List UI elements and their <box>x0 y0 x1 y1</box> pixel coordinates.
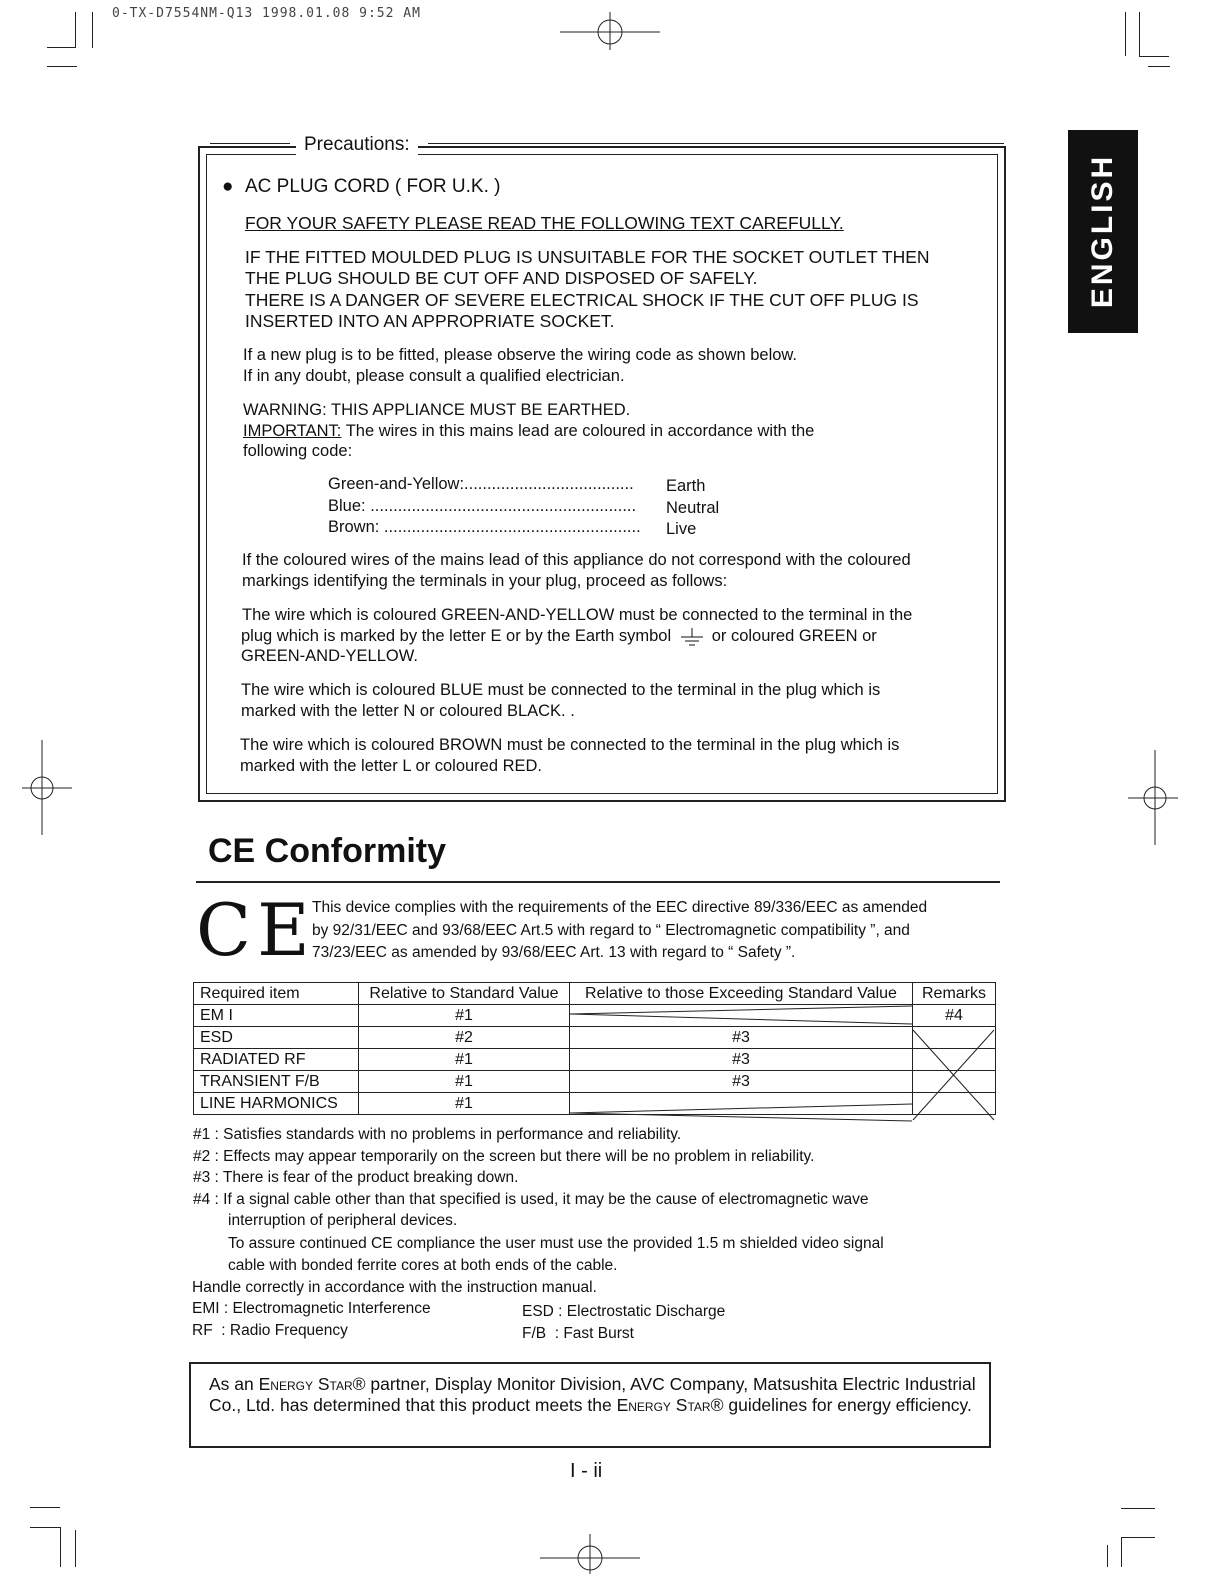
header-required-item: Required item <box>194 983 359 1005</box>
p4-line-2: marked with the letter L or coloured RED. <box>240 757 543 775</box>
precautions-title: Precautions: <box>296 134 418 156</box>
header-exceeding-value: Relative to those Exceeding Standard Value <box>570 983 913 1005</box>
energy-text-1: As an <box>209 1374 259 1394</box>
table-header-row <box>194 983 996 1005</box>
observe-line-2: If in any doubt, please consult a qualified electrician. <box>243 367 625 385</box>
registration-target-left <box>22 740 72 840</box>
ce-table <box>193 982 996 1115</box>
row-exceed: #3 <box>570 1027 913 1049</box>
energy-text-3: ® guidelines for energy efficiency. <box>710 1395 972 1415</box>
safety-line: FOR YOUR SAFETY PLEASE READ THE FOLLOWING TEXT CAREFULLY. <box>245 213 844 233</box>
p1-line-2: markings identifying the terminals in your plug, proceed as follows: <box>242 572 728 590</box>
row-remarks <box>913 1093 996 1115</box>
row-exceed: #3 <box>570 1071 913 1093</box>
caps-line-2: THE PLUG SHOULD BE CUT OFF AND DISPOSED OF SAFELY. <box>245 268 758 288</box>
p2-text-2: or coloured GREEN or <box>707 627 877 645</box>
note-4-line-3: To assure continued CE compliance the user must use the provided 1.5 m shielded video signal <box>228 1235 884 1252</box>
note-3: #3 : There is fear of the product breaking down. <box>193 1169 519 1186</box>
row-item: RADIATED RF <box>194 1049 359 1071</box>
code-brown: Brown: ........................................................ <box>328 518 641 536</box>
row-std: #1 <box>359 1005 570 1027</box>
warning-line: WARNING: THIS APPLIANCE MUST BE EARTHED. <box>243 401 631 419</box>
ce-text-3: 73/23/EEC as amended by 93/68/EEC Art. 13 with regard to “ Safety ”. <box>312 944 796 961</box>
p4-line-1: The wire which is coloured BROWN must be connected to the terminal in the plug which is <box>240 736 900 754</box>
row-remarks <box>913 1071 996 1093</box>
ce-logo: CE <box>196 888 316 972</box>
bullet-icon: ● <box>222 176 234 197</box>
handle-note: Handle correctly in accordance with the instruction manual. <box>192 1279 597 1296</box>
code-live: Live <box>666 520 697 538</box>
abbr-rf: RF : Radio Frequency <box>192 1322 348 1339</box>
header-remarks: Remarks <box>913 983 996 1005</box>
ce-title-rule <box>196 881 1000 883</box>
language-tab <box>1068 130 1138 333</box>
code-neutral: Neutral <box>666 499 720 517</box>
code-blue: Blue: .......................................................... <box>328 497 637 515</box>
p1-line-1: If the coloured wires of the mains lead of this appliance do not correspond with the coloured <box>242 551 911 569</box>
abbr-esd: ESD : Electrostatic Discharge <box>522 1303 726 1320</box>
energy-text-2: ® partner, Display Monitor Division, AVC Company, Matsushita Electric Industrial Co., Ltd. has determined that this product meets the <box>209 1374 976 1415</box>
important-text: The wires in this mains lead are coloured in accordance with the <box>341 422 815 440</box>
ce-text-2: by 92/31/EEC and 93/68/EEC Art.5 with regard to “ Electromagnetic compatibility ”, and <box>312 922 910 939</box>
note-4-line-4: cable with bonded ferrite cores at both ends of the cable. <box>228 1257 618 1274</box>
caps-line-3: THERE IS A DANGER OF SEVERE ELECTRICAL SHOCK IF THE CUT OFF PLUG IS <box>245 290 919 310</box>
important-label: IMPORTANT: <box>243 422 342 440</box>
p2-line-1: The wire which is coloured GREEN-AND-YELLOW must be connected to the terminal in the <box>242 606 913 624</box>
caps-line-1: IF THE FITTED MOULDED PLUG IS UNSUITABLE FOR THE SOCKET OUTLET THEN <box>245 247 930 267</box>
row-exceed <box>570 1093 913 1115</box>
row-remarks <box>913 1027 996 1049</box>
important-line-2: following code: <box>243 442 353 460</box>
row-exceed: #3 <box>570 1049 913 1071</box>
row-std: #1 <box>359 1071 570 1093</box>
energy-star-box <box>189 1362 991 1448</box>
row-item: ESD <box>194 1027 359 1049</box>
row-exceed <box>570 1005 913 1027</box>
table-row <box>194 1071 996 1093</box>
p2-line-2 <box>241 626 877 647</box>
caps-line-4: INSERTED INTO AN APPROPRIATE SOCKET. <box>245 311 615 331</box>
table-row <box>194 1049 996 1071</box>
energy-star-name: Energy Star <box>258 1374 353 1394</box>
table-row <box>194 1005 996 1027</box>
energy-star-text <box>209 1374 979 1416</box>
row-item: EM I <box>194 1005 359 1027</box>
header-standard-value: Relative to Standard Value <box>359 983 570 1005</box>
p2-line-3: GREEN-AND-YELLOW. <box>241 647 418 665</box>
language-tab-label: ENGLISH <box>1086 153 1119 309</box>
ce-title: CE Conformity <box>208 832 446 870</box>
row-item: TRANSIENT F/B <box>194 1071 359 1093</box>
row-remarks: #4 <box>913 1005 996 1027</box>
table-row <box>194 1093 996 1115</box>
note-2: #2 : Effects may appear temporarily on the screen but there will be no problem in reliability. <box>193 1148 815 1165</box>
code-green-yellow: Green-and-Yellow:..................................... <box>328 475 634 493</box>
ce-text-1: This device complies with the requirements of the EEC directive 89/336/EEC as amended <box>312 899 928 916</box>
important-line <box>243 421 814 442</box>
table-row <box>194 1027 996 1049</box>
title-rule-right <box>428 143 1004 148</box>
row-std: #2 <box>359 1027 570 1049</box>
abbr-fb: F/B : Fast Burst <box>522 1325 634 1342</box>
page-number: I - ii <box>570 1460 603 1482</box>
code-earth: Earth <box>666 477 706 495</box>
row-item: LINE HARMONICS <box>194 1093 359 1115</box>
p3-line-1: The wire which is coloured BLUE must be connected to the terminal in the plug which is <box>241 681 881 699</box>
note-4: #4 : If a signal cable other than that specified is used, it may be the cause of electromagnetic wave <box>193 1191 869 1208</box>
title-rule-left <box>210 143 290 148</box>
row-remarks <box>913 1049 996 1071</box>
registration-target-bottom <box>540 1534 640 1574</box>
note-4-line-2: interruption of peripheral devices. <box>228 1212 458 1229</box>
energy-star-name-2: Energy Star <box>616 1395 711 1415</box>
p2-text: plug which is marked by the letter E or by the Earth symbol <box>241 627 672 645</box>
p3-line-2: marked with the letter N or coloured BLACK. . <box>241 702 575 720</box>
observe-line-1: If a new plug is to be fitted, please observe the wiring code as shown below. <box>243 346 797 364</box>
plug-cord-heading: AC PLUG CORD ( FOR U.K. ) <box>245 176 501 197</box>
row-std: #1 <box>359 1049 570 1071</box>
row-std: #1 <box>359 1093 570 1115</box>
registration-target-right <box>1128 750 1178 850</box>
print-header: 0-TX-D7554NM-Q13 1998.01.08 9:52 AM <box>112 6 421 21</box>
abbr-emi: EMI : Electromagnetic Interference <box>192 1300 431 1317</box>
earth-symbol-icon <box>677 628 707 646</box>
note-1: #1 : Satisfies standards with no problems in performance and reliability. <box>193 1126 682 1143</box>
registration-target-top <box>560 10 660 50</box>
